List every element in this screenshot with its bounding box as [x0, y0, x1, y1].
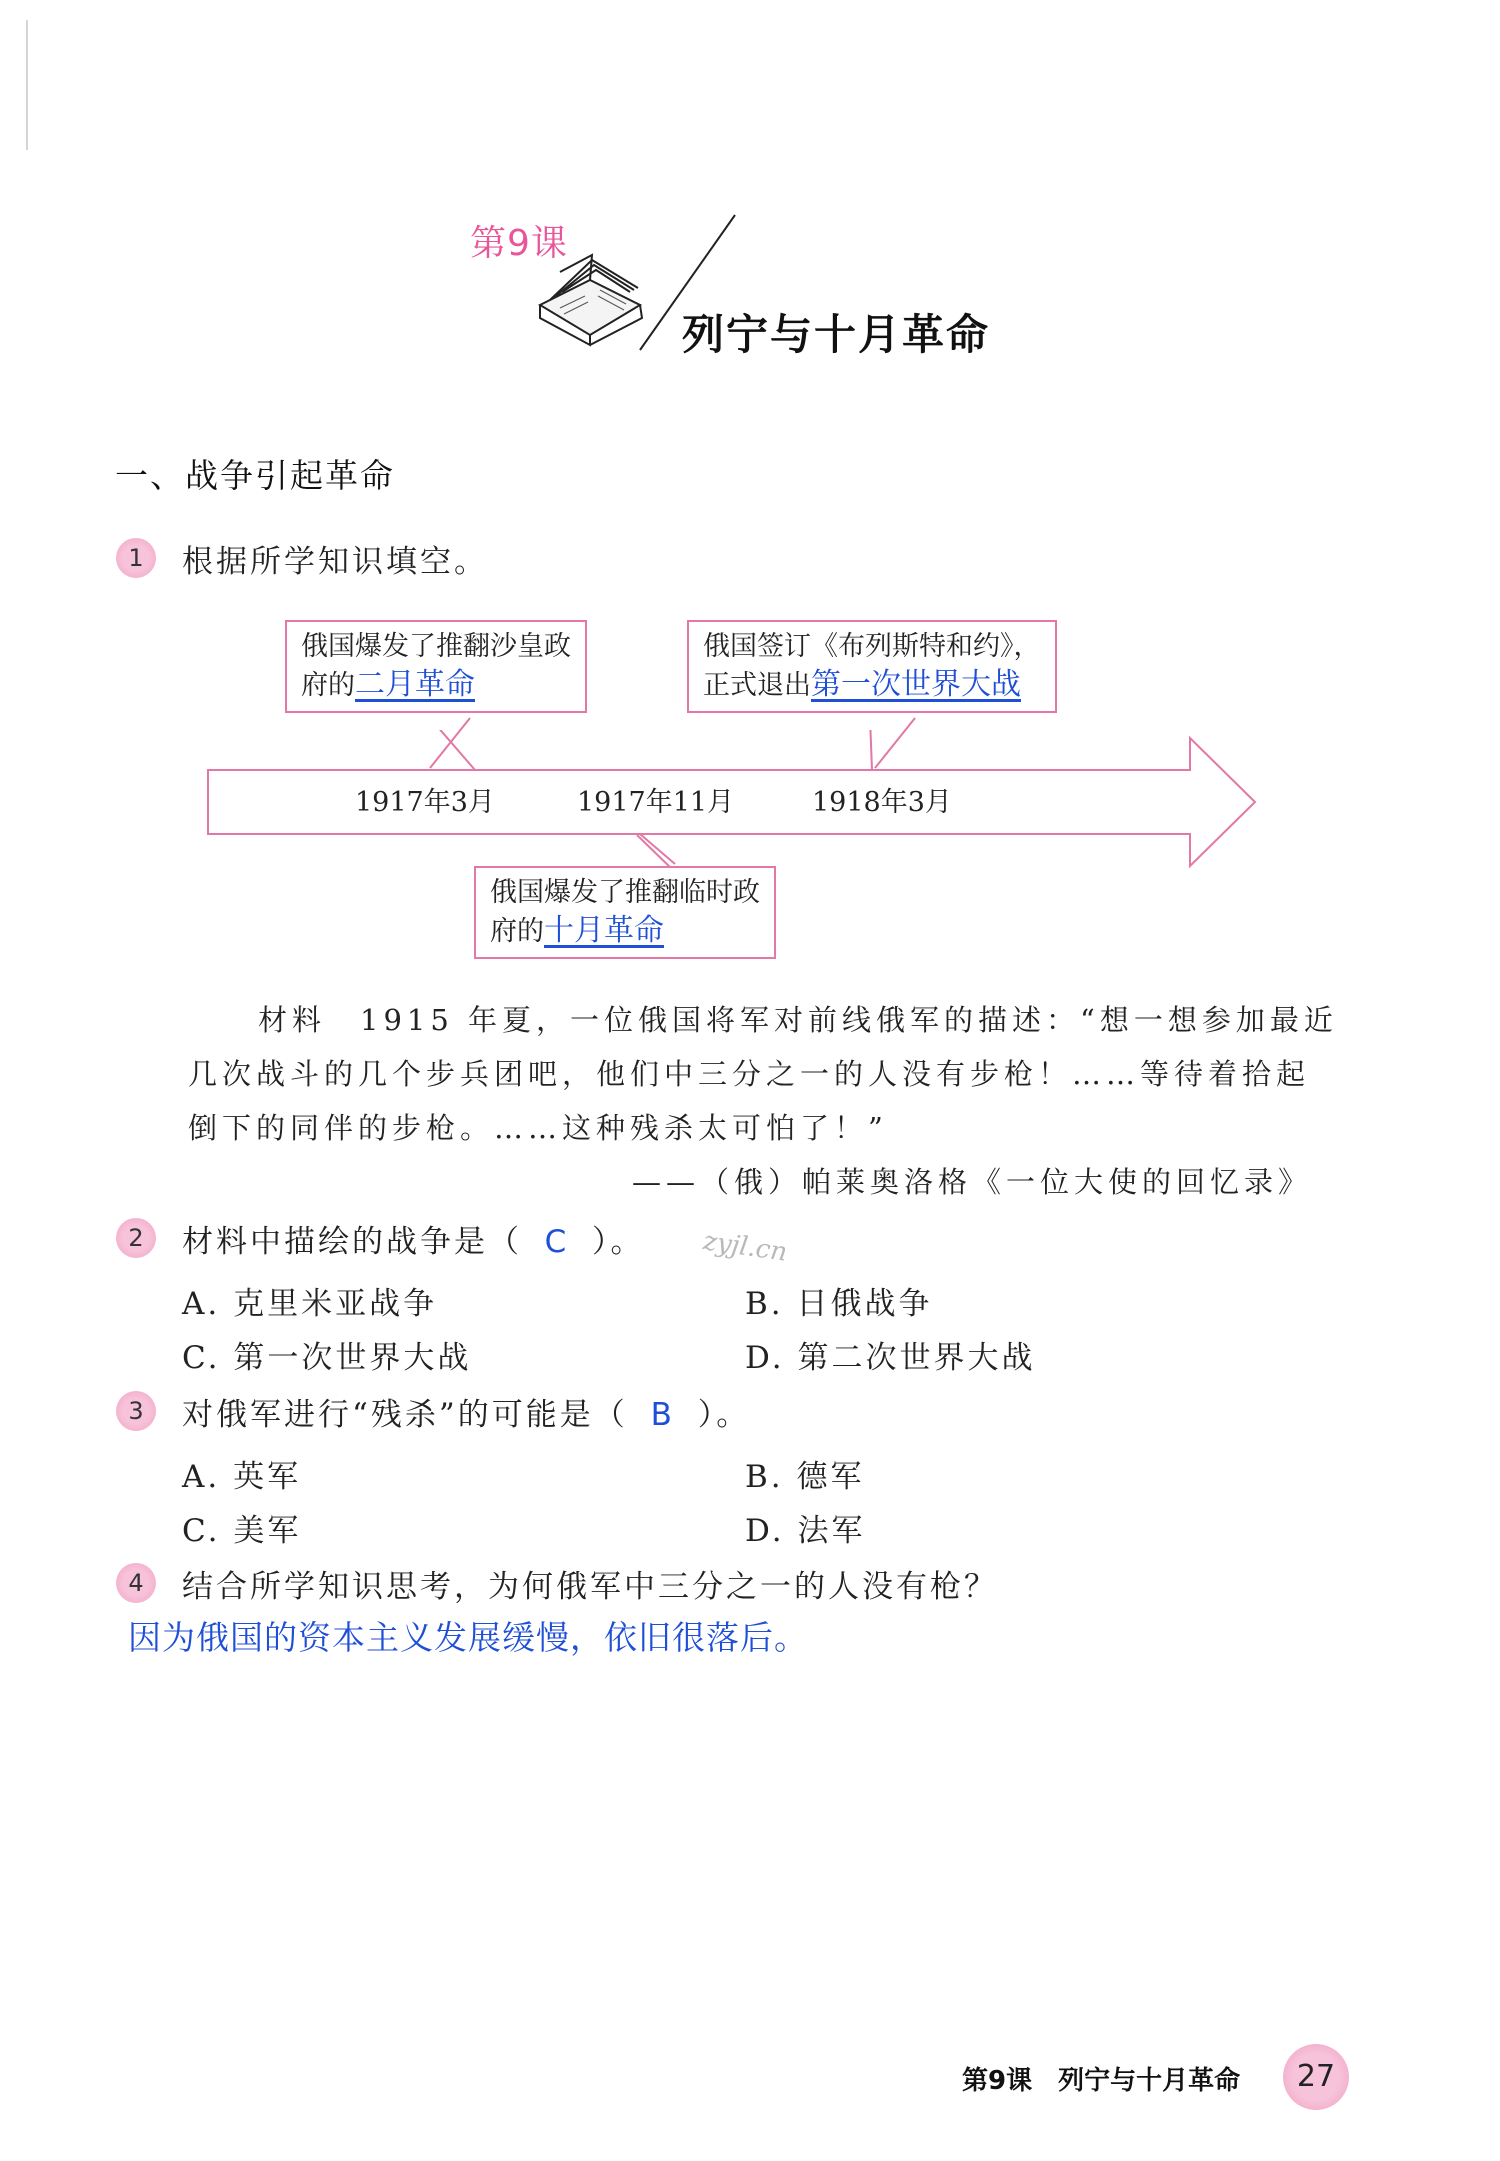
question-number-badge: 3: [116, 1391, 156, 1431]
lesson-number: 第9课: [470, 223, 568, 264]
question-2-text: [182, 1216, 645, 1261]
box3-line1: 俄国爆发了推翻临时政: [490, 877, 760, 908]
material-source: ——（俄）帕莱奥洛格《一位大使的回忆录》: [632, 1165, 1313, 1199]
timeline-box-2: [687, 620, 1057, 713]
option-a: A. 克里米亚战争: [182, 1286, 438, 1322]
footer-title: 第9课 列宁与十月革命: [962, 2066, 1241, 2096]
material-line-3: 倒下的同伴的步枪。……这种残杀太可怕了！”: [188, 1111, 888, 1145]
timeline-box-3: [474, 866, 776, 959]
question-number-badge: 1: [116, 538, 156, 578]
question-2-text-after: ）。: [592, 1224, 645, 1260]
option-a: A. 英军: [182, 1459, 302, 1495]
option-b: B. 日俄战争: [745, 1286, 933, 1322]
box1-fill-answer: 二月革命: [355, 667, 475, 702]
box3-fill-answer: 十月革命: [544, 913, 664, 948]
question-4-answer: 因为俄国的资本主义发展缓慢，依旧很落后。: [128, 1618, 808, 1657]
option-c: C. 第一次世界大战: [182, 1340, 472, 1376]
box2-fill-answer: 第一次世界大战: [811, 667, 1021, 702]
watermark: zyjl.cn: [701, 1226, 790, 1268]
question-number-badge: 4: [116, 1563, 156, 1603]
option-c: C. 美军: [182, 1513, 302, 1549]
timeline-date-3: 1918年3月: [812, 787, 952, 818]
question-number-badge: 2: [116, 1218, 156, 1258]
connector-lines: [400, 716, 880, 772]
box1-line1: 俄国爆发了推翻沙皇政: [301, 631, 571, 662]
section-heading: 一、战争引起革命: [115, 456, 395, 495]
box2-line1: 俄国签订《布列斯特和约》，: [703, 631, 1041, 662]
option-b: B. 德军: [745, 1459, 865, 1495]
question-4-text: 结合所学知识思考，为何俄军中三分之一的人没有枪？: [182, 1569, 998, 1605]
option-d: D. 第二次世界大战: [745, 1340, 1036, 1376]
box3-prefix: 府的: [490, 916, 544, 947]
question-2-text-before: 材料中描绘的战争是（: [182, 1224, 522, 1260]
option-d: D. 法军: [745, 1513, 866, 1549]
question-3-text: [182, 1389, 750, 1434]
question-3-text-before: 对俄军进行“残杀”的可能是（: [182, 1397, 628, 1433]
material-line-1: 材料 1915 年夏，一位俄国将军对前线俄军的描述：“想一想参加最近: [258, 1003, 1338, 1037]
box1-prefix: 府的: [301, 670, 355, 701]
lesson-title: 列宁与十月革命: [682, 310, 991, 359]
timeline-date-2: 1917年11月: [577, 787, 735, 818]
question-3-text-after: ）。: [697, 1397, 751, 1433]
timeline-box-1: [285, 620, 587, 713]
box2-prefix: 正式退出: [703, 670, 811, 701]
left-margin-line: [26, 20, 28, 150]
question-2-answer: C: [544, 1224, 570, 1260]
timeline-date-1: 1917年3月: [355, 787, 495, 818]
page-number: 27: [1283, 2044, 1349, 2110]
connector-line-right: [860, 716, 950, 772]
question-3-answer: B: [650, 1397, 675, 1433]
material-line-2: 几次战斗的几个步兵团吧，他们中三分之一的人没有步枪！……等待着拾起: [188, 1057, 1311, 1091]
question-1-text: 根据所学知识填空。: [182, 544, 488, 580]
